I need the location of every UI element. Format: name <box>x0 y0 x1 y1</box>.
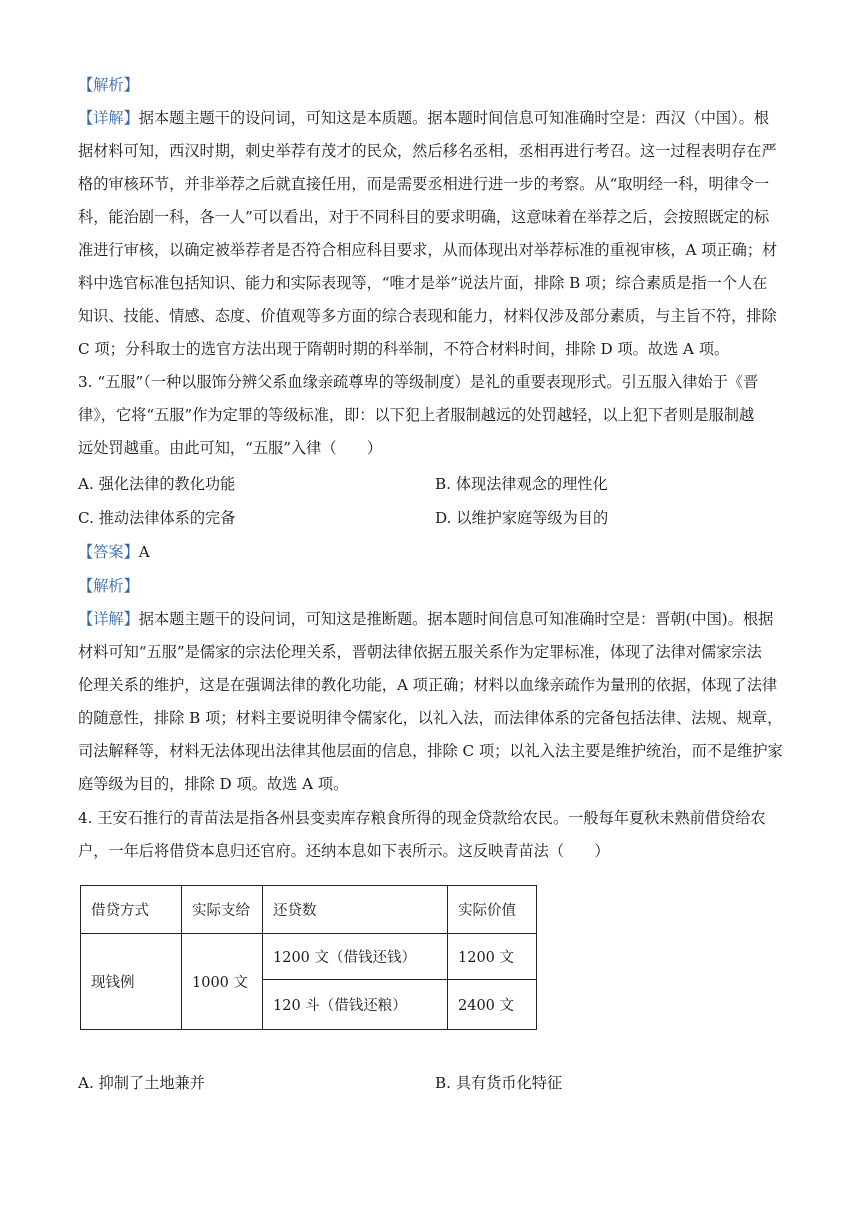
option-a: A. 强化法律的教化功能 <box>78 475 236 493</box>
table-header-cell: 实际价值 <box>448 886 537 934</box>
table-header-cell: 借贷方式 <box>81 886 182 934</box>
table-cell-repay: 120 斗（借钱还粮） <box>263 980 448 1030</box>
table-cell-value: 1200 文 <box>448 934 537 980</box>
analysis-tag: 【解析】 <box>78 577 139 595</box>
question-stem: 远处罚越重。由此可知，“五服”入律（ ） <box>78 439 383 457</box>
detail-line: 庭等级为目的，排除 D 项。故选 A 项。 <box>78 775 349 793</box>
answer-tag: 【答案】 <box>78 543 139 561</box>
table-header-row <box>81 886 537 934</box>
detail-text: 据本题主题干的设问词，可知这是本质题。据本题时间信息可知准确时空是：西汉（中国）。根 <box>138 109 770 127</box>
detail-tag: 【详解】 <box>78 109 139 127</box>
analysis-tag: 【解析】 <box>78 76 139 94</box>
detail-line: 伦理关系的维护，这是在强调法律的教化功能，A 项正确；材料以血缘亲疏作为量刑的依据，体现了法律 <box>78 676 778 694</box>
option-b: B. 具有货币化特征 <box>435 1074 563 1092</box>
detail-line: 科，能治剧一科，各一人”可以看出，对于不同科目的要求明确，这意味着在举荐之后，会按照既定的标 <box>78 208 770 226</box>
detail-line: C 项；分科取士的选官方法出现于隋朝时期的科举制，不符合材料时间，排除 D 项。故选 A 项。 <box>78 340 730 358</box>
table-cell-paid: 1000 文 <box>182 934 263 1030</box>
table-cell-method: 现钱例 <box>81 934 182 1030</box>
loan-table <box>80 885 537 1030</box>
detail-line: 材料可知“五服”是儒家的宗法伦理关系，晋朝法律依据五服关系作为定罪标准，体现了法律对儒家宗法 <box>78 643 762 661</box>
option-d: D. 以维护家庭等级为目的 <box>435 509 609 527</box>
question-stem: 户，一年后将借贷本息归还官府。还纳本息如下表所示。这反映青苗法（ ） <box>78 842 610 860</box>
detail-line <box>78 609 773 629</box>
detail-tag: 【详解】 <box>78 610 139 628</box>
question-stem: 律》，它将“五服”作为定罪的等级标准，即：以下犯上者服制越远的处罚越轻，以上犯下者则是服制越 <box>78 406 755 424</box>
detail-line: 据材料可知，西汉时期，刺史举荐有茂才的民众，然后移名丞相，丞相再进行考召。这一过程表明存在严 <box>78 142 777 160</box>
detail-line <box>78 108 769 128</box>
table-cell-value: 2400 文 <box>448 980 537 1030</box>
detail-line: 准进行审核，以确定被举荐者是否符合相应科目要求，从而体现出对举荐标准的重视审核，A 项正确；材 <box>78 241 778 259</box>
option-c: C. 推动法律体系的完备 <box>78 509 236 527</box>
detail-line: 料中选官标准包括知识、能力和实际表现等，“唯才是举”说法片面，排除 B 项；综合素质是指一个人在 <box>78 274 768 292</box>
detail-line: 知识、技能、情感、态度、价值观等多方面的综合表现和能力，材料仅涉及部分素质，与主旨不符，排除 <box>78 307 777 325</box>
answer-value: A <box>138 543 150 561</box>
table-row <box>81 934 537 980</box>
detail-text: 据本题主题干的设问词，可知这是推断题。据本题时间信息可知准确时空是：晋朝(中国)。根据 <box>138 610 774 628</box>
detail-line: 的随意性，排除 B 项；材料主要说明律令儒家化，以礼入法，而法律体系的完备包括法律、法规、规章， <box>78 709 783 727</box>
option-a: A. 抑制了土地兼并 <box>78 1074 205 1092</box>
question-stem: 3. “五服”（一种以服饰分辨父系血缘亲疏尊卑的等级制度）是礼的重要表现形式。引五服入律始于《晋 <box>78 373 759 391</box>
detail-line: 司法解释等，材料无法体现出法律其他层面的信息，排除 C 项；以礼入法主要是维护统治，而不是维护家 <box>78 742 783 760</box>
detail-line: 格的审核环节，并非举荐之后就直接任用，而是需要丞相进行进一步的考察。从“取明经一科，明律令一 <box>78 175 770 193</box>
table-header-cell: 实际支给 <box>182 886 263 934</box>
table-header-cell: 还贷数 <box>263 886 448 934</box>
answer-line <box>78 542 150 562</box>
option-b: B. 体现法律观念的理性化 <box>435 475 608 493</box>
question-stem: 4. 王安石推行的青苗法是指各州县变卖库存粮食所得的现金贷款给农民。一般每年夏秋未熟前借贷给农 <box>78 809 766 827</box>
table-cell-repay: 1200 文（借钱还钱） <box>263 934 448 980</box>
